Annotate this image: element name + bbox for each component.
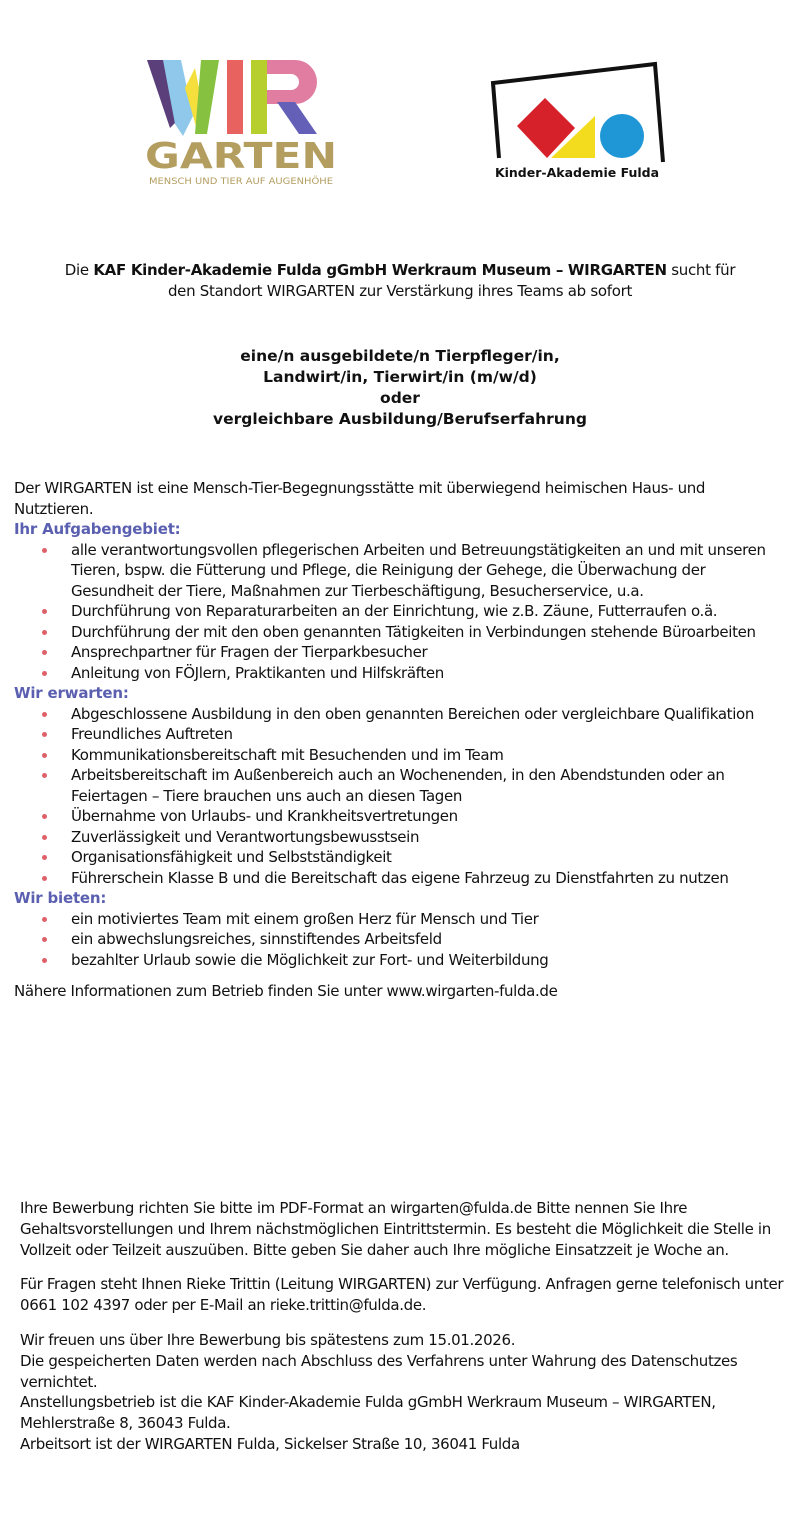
logo-circle <box>600 114 644 158</box>
logo-r-leg <box>277 102 317 134</box>
logo-caption: Kinder-Akademie Fulda <box>494 165 660 180</box>
contact-info: Für Fragen steht Ihnen Rieke Trittin (Leitung WIRGARTEN) zur Verfügung. Anfragen gerne telefonisch unter 0661 102 4397 oder per E-Mail an rieke.trittin@fulda.de. <box>20 1275 784 1315</box>
intro-text <box>20 260 780 302</box>
list-item: Zuverlässigkeit und Verantwortungsbewusstsein <box>71 827 774 848</box>
more-info-link-text[interactable]: Nähere Informationen zum Betrieb finden Sie unter www.wirgarten-fulda.de <box>14 982 558 1000</box>
kinder-akademie-logo <box>485 58 670 183</box>
list-item: Ansprechpartner für Fragen der Tierparkbesucher <box>71 642 774 663</box>
requirements-list <box>14 704 774 889</box>
position-line-4: vergleichbare Ausbildung/Berufserfahrung <box>213 410 587 428</box>
job-content <box>14 478 774 1002</box>
position-line-2: Landwirt/in, Tierwirt/in (m/w/d) <box>263 368 537 386</box>
list-item: Führerschein Klasse B und die Bereitschaft das eigene Fahrzeug zu Dienstfahrten zu nutzen <box>71 868 774 889</box>
company-name: KAF Kinder-Akademie Fulda gGmbH Werkraum Museum – WIRGARTEN <box>93 261 667 279</box>
list-item: Durchführung der mit den oben genannten Tätigkeiten in Verbindungen stehende Büroarbeiten <box>71 622 774 643</box>
bullet-icon <box>42 773 47 778</box>
bullet-icon <box>42 855 47 860</box>
bullet-icon <box>42 958 47 963</box>
intro-suffix: sucht für <box>666 261 736 279</box>
position-title <box>100 346 700 430</box>
position-line-1: eine/n ausgebildete/n Tierpfleger/in, <box>240 347 560 365</box>
bullet-icon <box>42 609 47 614</box>
list-item: Kommunikationsbereitschaft mit Besuchenden und im Team <box>71 745 774 766</box>
bullet-icon <box>42 548 47 553</box>
description: Der WIRGARTEN ist eine Mensch-Tier-Begegnungsstätte mit überwiegend heimischen Haus- und Nutztieren. <box>14 479 706 518</box>
bullet-icon <box>42 712 47 717</box>
bullet-icon <box>42 650 47 655</box>
deadline: Wir freuen uns über Ihre Bewerbung bis spätestens zum 15.01.2026. <box>20 1330 516 1349</box>
list-item: Freundliches Auftreten <box>71 724 774 745</box>
list-item: alle verantwortungsvollen pflegerischen Arbeiten und Betreuungstätigkeiten an und mit unseren Tieren, bspw. die Fütterung und Pflege, die Reinigung der Gehege, die Überwachung der Gesundheit der Tiere, Maßnahmen zur Tierbeschäftigung, Besucherservice, u.a. <box>71 540 774 602</box>
logo-r-stem <box>251 60 267 134</box>
section-title: Wir erwarten: <box>14 684 129 702</box>
application-footer <box>20 1198 785 1455</box>
logo-w-stroke-4 <box>195 60 219 134</box>
logo-garten-text: GARTEN <box>145 136 337 177</box>
list-item: ein motiviertes Team mit einem großen Herz für Mensch und Tier <box>71 909 774 930</box>
offers-list <box>14 909 774 971</box>
bullet-icon <box>42 671 47 676</box>
section-requirements <box>14 683 774 888</box>
logo-tagline: MENSCH UND TIER AUF AUGENHÖHE <box>149 177 307 187</box>
wirgarten-logo <box>145 58 340 190</box>
list-item: Durchführung von Reparaturarbeiten an der Einrichtung, wie z.B. Zäune, Futterraufen o.ä. <box>71 601 774 622</box>
application-instructions: Ihre Bewerbung richten Sie bitte im PDF-Format an wirgarten@fulda.de Bitte nennen Sie Ihre Gehaltsvorstellungen und Ihrem nächstmöglichen Eintrittstermin. Es besteht die Möglichkeit die Stelle in Vollzeit oder Teilzeit auszuüben. Bitte geben Sie daher auch Ihre mögliche Einsatzzeit je Woche an. <box>20 1199 771 1259</box>
list-item: Übernahme von Urlaubs- und Krankheitsvertretungen <box>71 806 774 827</box>
bullet-icon <box>42 876 47 881</box>
task-list <box>14 540 774 684</box>
bullet-icon <box>42 732 47 737</box>
list-item: Arbeitsbereitschaft im Außenbereich auch an Wochenenden, in den Abendstunden oder an Feiertagen – Tiere brauchen uns auch an diesen Tagen <box>71 765 774 806</box>
list-item: Organisationsfähigkeit und Selbstständigkeit <box>71 847 774 868</box>
bullet-icon <box>42 937 47 942</box>
list-item: bezahlter Urlaub sowie die Möglichkeit zur Fort- und Weiterbildung <box>71 950 774 971</box>
section-tasks <box>14 519 774 683</box>
workplace-address: Arbeitsort ist der WIRGARTEN Fulda, Sickelser Straße 10, 36041 Fulda <box>20 1434 520 1453</box>
bullet-icon <box>42 753 47 758</box>
section-offers <box>14 888 774 970</box>
bullet-icon <box>42 835 47 840</box>
position-line-3: oder <box>380 389 420 407</box>
section-title: Wir bieten: <box>14 889 107 907</box>
employer-address: Anstellungsbetrieb ist die KAF Kinder-Akademie Fulda gGmbH Werkraum Museum – WIRGARTEN, Mehlerstraße 8, 36043 Fulda. <box>20 1393 716 1433</box>
intro-line-2: den Standort WIRGARTEN zur Verstärkung ihres Teams ab sofort <box>167 282 633 300</box>
bullet-icon <box>42 630 47 635</box>
logo-r-bowl <box>267 60 317 104</box>
section-title: Ihr Aufgabengebiet: <box>14 520 181 538</box>
intro-prefix: Die <box>64 261 94 279</box>
list-item: Abgeschlossene Ausbildung in den oben genannten Bereichen oder vergleichbare Qualifikation <box>71 704 774 725</box>
list-item: ein abwechslungsreiches, sinnstiftendes Arbeitsfeld <box>71 929 774 950</box>
bullet-icon <box>42 814 47 819</box>
bullet-icon <box>42 917 47 922</box>
privacy-note: Die gespeicherten Daten werden nach Abschluss des Verfahrens unter Wahrung des Datenschutzes vernichtet. <box>20 1351 738 1391</box>
list-item: Anleitung von FÖJlern, Praktikanten und Hilfskräften <box>71 663 774 684</box>
logo-header <box>0 0 800 230</box>
intro-line-1 <box>20 260 780 281</box>
logo-i-stroke <box>227 60 243 134</box>
